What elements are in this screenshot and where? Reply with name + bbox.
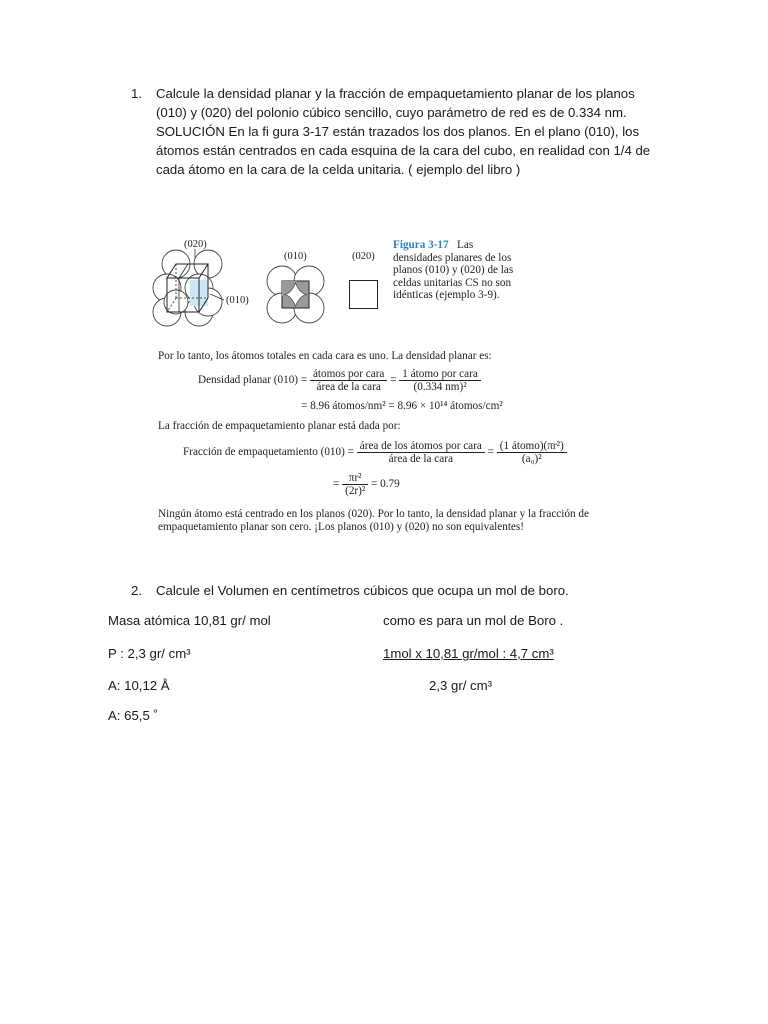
label-020-top: (020) <box>184 239 207 250</box>
problem-1-text <box>156 84 656 179</box>
packing-intro: La fracción de empaquetamiento planar está dada por: <box>158 420 401 432</box>
caption-line: planos (010) y (020) de las <box>393 264 514 276</box>
packing-result: = 0.79 <box>371 478 400 491</box>
figure-caption <box>393 239 523 302</box>
caption-line: idénticas (ejemplo 3-9). <box>393 289 500 301</box>
problem-2-question: Calcule el Volumen en centímetros cúbicos que ocupa un mol de boro. <box>156 583 569 598</box>
caption-line: Las <box>457 239 474 251</box>
answer-numerator: 1mol x 10,81 gr/mol : 4,7 cm³ <box>383 646 554 661</box>
problem-1-line: SOLUCIÓN En la fi gura 3-17 están trazados los dos planos. En el plano (010), los <box>156 124 640 139</box>
conclusion-line: Ningún átomo está centrado en los planos (020). Por lo tanto, la densidad planar y la fracción de <box>158 508 589 520</box>
given-atomic-mass: Masa atómica 10,81 gr/ mol <box>108 613 271 628</box>
given-density: P : 2,3 gr/ cm³ <box>108 646 191 661</box>
caption-line: densidades planares de los <box>393 251 512 264</box>
3d-cube-atoms <box>153 250 222 326</box>
label-020-right: (020) <box>352 251 375 262</box>
problem-1-line: (010) y (020) del polonio cúbico sencillo, cuyo parámetro de red es de 0.334 nm. <box>156 105 627 120</box>
label-010-mid: (010) <box>284 251 307 262</box>
problem-1-number: 1. <box>131 86 142 101</box>
packing-fraction-3: $\frac{\text{πr²}}{\text{(2r)²}}$ <box>342 472 368 497</box>
given-a2: A: 65,5 ˚ <box>108 708 158 723</box>
label-010-side: (010) <box>226 295 249 306</box>
packing-fraction-2: $\frac{\text{(1 átomo)(πr²)}}{\text{(a₀)²}}$ <box>497 440 567 465</box>
face-020-square <box>349 280 378 309</box>
figure-3-17 <box>148 236 375 331</box>
density-equation: Densidad planar (010) = $\frac{\text{átomos por cara}}{\text{área de la cara}}$ = $\frac{\text{1 átomo por cara}}{\text{(0.334 nm)²}}$ <box>198 368 481 393</box>
conclusion-line: empaquetamiento planar son cero. ¡Los planos (010) y (020) no son equivalentes! <box>158 521 524 533</box>
density-result: = 8.96 átomos/nm² = 8.96 × 10¹⁴ átomos/cm² <box>301 400 503 412</box>
solution-intro: Por lo tanto, los átomos totales en cada cara es uno. La densidad planar es: <box>158 350 492 362</box>
caption-line: celdas unitarias CS no son <box>393 276 512 289</box>
density-fraction-2: $\frac{\text{1 átomo por cara}}{\text{(0.334 nm)²}}$ <box>399 368 480 393</box>
problem-1-line: cada átomo en la cara de la celda unitaria. ( ejemplo del libro ) <box>156 162 521 177</box>
density-fraction-1: $\frac{\text{átomos por cara}}{\text{área de la cara}}$ <box>310 368 387 393</box>
problem-1-line: átomos están centrados en cada esquina de la cara del cubo, en realidad con 1/4 de <box>156 143 651 158</box>
packing-equation: Fracción de empaquetamiento (010) = $\frac{\text{área de los átomos por cara}}{\text{área de la cara}}$ = $\frac{\text{(1 átomo)(πr²)}}{\text{(a₀)²}}$ <box>183 440 567 465</box>
density-lhs: Densidad planar (010) = <box>198 374 308 387</box>
unit-cell-planes-drawing <box>148 236 375 331</box>
packing-fraction-1: $\frac{\text{área de los átomos por cara}}{\text{área de la cara}}$ <box>357 440 485 465</box>
figure-caption-label: Figura 3-17 <box>393 239 449 251</box>
problem-1-line: Calcule la densidad planar y la fracción de empaquetamiento planar de los planos <box>156 86 635 101</box>
problem-2-number: 2. <box>131 583 142 598</box>
packing-lhs: Fracción de empaquetamiento (010) = <box>183 446 354 459</box>
answer-denominator: 2,3 gr/ cm³ <box>429 678 493 693</box>
answer-intro: como es para un mol de Boro . <box>383 613 564 628</box>
packing-result-line: = $\frac{\text{πr²}}{\text{(2r)²}}$ = 0.79 <box>333 472 400 497</box>
given-a1: A: 10,12 Å <box>108 678 170 693</box>
